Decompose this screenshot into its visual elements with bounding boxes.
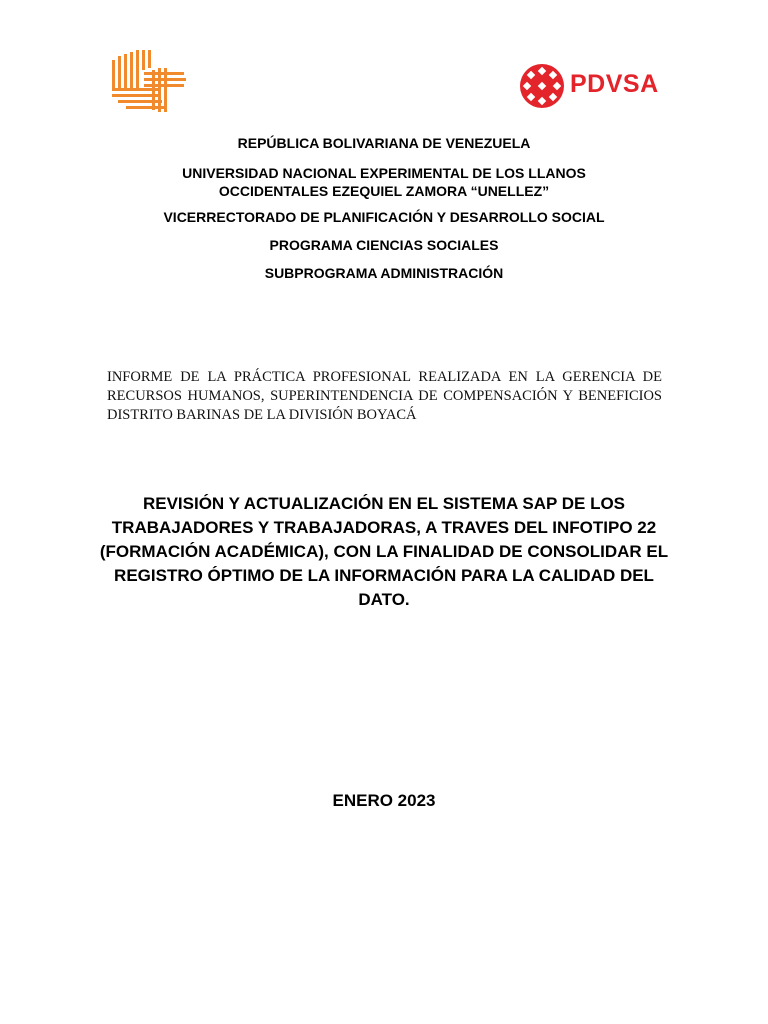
pdvsa-sun-icon — [518, 62, 566, 110]
header-program: PROGRAMA CIENCIAS SOCIALES — [269, 237, 499, 253]
header-republic: REPÚBLICA BOLIVARIANA DE VENEZUELA — [237, 135, 531, 151]
header-subprogram: SUBPROGRAMA ADMINISTRACIÓN — [264, 265, 504, 281]
unellez-logo — [108, 46, 188, 116]
pdvsa-logo — [518, 62, 668, 112]
unellez-logo-icon — [108, 46, 188, 116]
header-vice-rectorate: VICERRECTORADO DE PLANIFICACIÓN Y DESARROLLO SOCIAL — [163, 209, 605, 225]
document-title: REVISIÓN Y ACTUALIZACIÓN EN EL SISTEMA SAP DE LOS TRABAJADORES Y TRABAJADORAS, A TRAVES DEL INFOTIPO 22 (FORMACIÓN ACADÉMICA), CON LA FINALIDAD DE CONSOLIDAR EL REGISTRO ÓPTIMO DE LA INFORMACIÓN PARA LA CALIDAD DEL DATO. — [99, 494, 669, 609]
header-university — [0, 164, 768, 200]
report-description: INFORME DE LA PRÁCTICA PROFESIONAL REALIZADA EN LA GERENCIA DE RECURSOS HUMANOS, SUPERINTENDENCIA DE COMPENSACIÓN Y BENEFICIOS DISTRITO BARINAS DE LA DIVISIÓN BOYACÁ — [107, 369, 662, 423]
pdvsa-wordmark: PDVSA — [570, 70, 659, 98]
header-university-line2: OCCIDENTALES EZEQUIEL ZAMORA “UNELLEZ” — [218, 183, 550, 199]
document-date: ENERO 2023 — [332, 791, 436, 810]
header-university-line1: UNIVERSIDAD NACIONAL EXPERIMENTAL DE LOS LLANOS — [182, 165, 586, 181]
